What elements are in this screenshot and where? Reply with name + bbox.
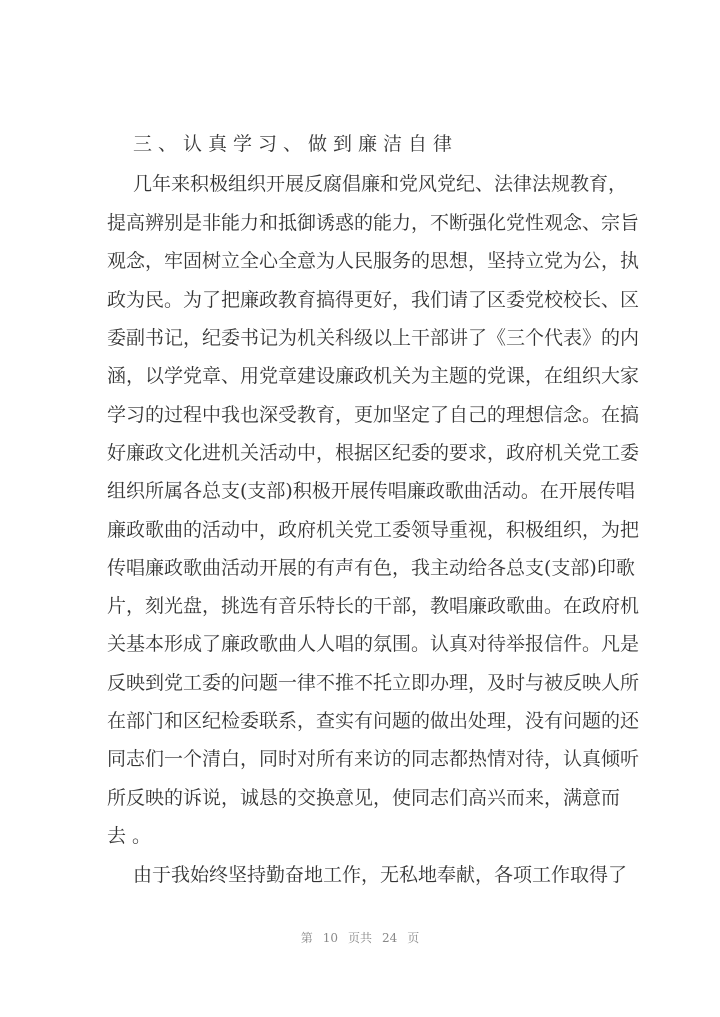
footer-current-page: 10 (322, 931, 338, 945)
paragraph-line: 政为民。为了把廉政教育搞得更好，我们请了区委党校校长、区 (107, 289, 640, 311)
paragraph-line: 在部门和区纪检委联系，查实有问题的做出处理，没有问题的还 (107, 710, 640, 732)
paragraph-line: 片，刻光盘，挑选有音乐特长的干部，教唱廉政歌曲。在政府机 (107, 595, 640, 617)
footer-total-pages: 24 (382, 931, 398, 945)
paragraph-line: 反映到党工委的问题一律不推不托立即办理，及时与被反映人所 (107, 672, 640, 694)
paragraph-line: 组织所属各总支(支部)积极开展传唱廉政歌曲活动。在开展传唱 (107, 480, 635, 502)
paragraph-line: 学习的过程中我也深受教育，更加坚定了自己的理想信念。在搞 (107, 404, 640, 426)
paragraph-line: 同志们一个清白，同时对所有来访的同志都热情对待，认真倾听 (107, 748, 640, 770)
paragraph-line: 好廉政文化进机关活动中，根据区纪委的要求，政府机关党工委 (107, 442, 640, 464)
page-footer (0, 930, 720, 946)
paragraph-line: 几年来积极组织开展反腐倡廉和党风党纪、法律法规教育， (133, 173, 628, 195)
footer-prefix: 第 (300, 931, 313, 945)
footer-middle: 页共 (347, 931, 372, 945)
paragraph-line: 廉政歌曲的活动中，政府机关党工委领导重视，积极组织，为把 (107, 519, 640, 541)
paragraph-line: 所反映的诉说，诚恳的交换意见，使同志们高兴而来，满意而 (107, 787, 621, 809)
section-heading: 三、认真学习、做到廉洁自律 (133, 133, 459, 155)
paragraph-line: 传唱廉政歌曲活动开展的有声有色，我主动给各总支(支部)印歌 (107, 557, 635, 579)
paragraph-line: 关基本形成了廉政歌曲人人唱的氛围。认真对待举报信件。凡是 (107, 633, 640, 655)
paragraph-line: 观念，牢固树立全心全意为人民服务的思想，坚持立党为公，执 (107, 250, 640, 272)
paragraph-line: 由于我始终坚持勤奋地工作，无私地奉献，各项工作取得了 (133, 864, 628, 886)
footer-suffix: 页 (407, 931, 420, 945)
paragraph-line: 委副书记，纪委书记为机关科级以上干部讲了《三个代表》的内 (107, 327, 640, 349)
paragraph-line: 涵，以学党章、用党章建设廉政机关为主题的党课，在组织大家 (107, 365, 640, 387)
paragraph-line: 去。 (107, 825, 158, 847)
paragraph-line: 提高辨别是非能力和抵御诱惑的能力，不断强化党性观念、宗旨 (107, 212, 640, 234)
